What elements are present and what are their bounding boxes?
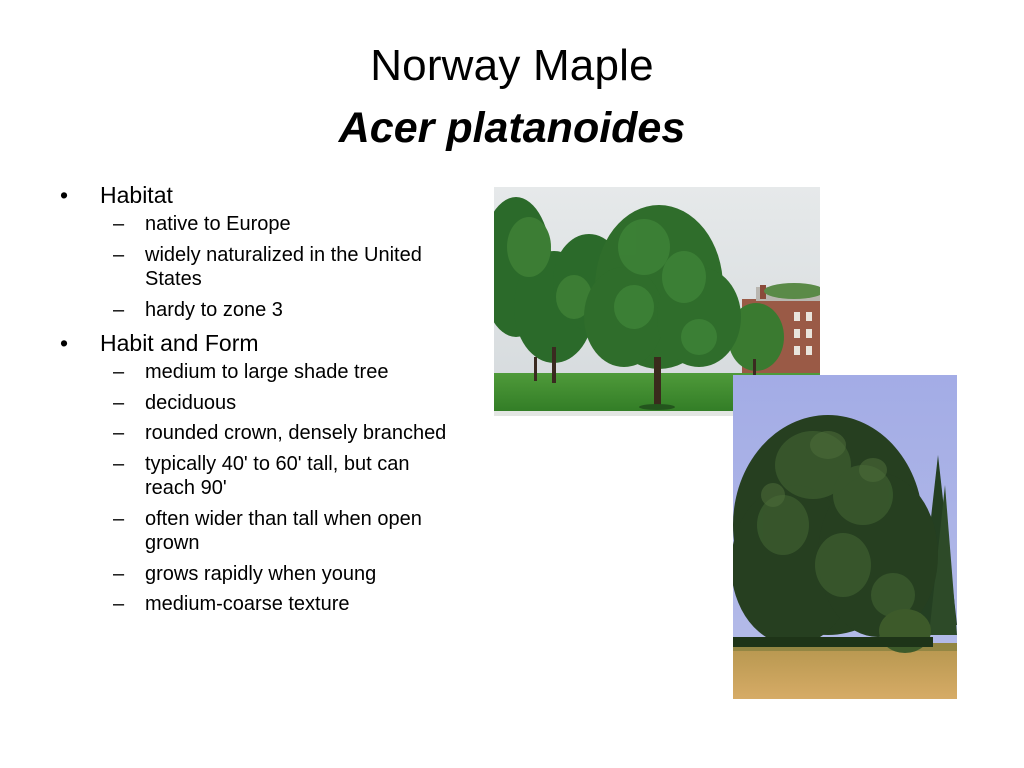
list-item: – hardy to zone 3 (113, 298, 283, 321)
dash-icon: – (113, 213, 125, 235)
dash-icon: – (113, 507, 125, 530)
section-heading: Habit and Form (100, 330, 259, 356)
dash-icon: – (113, 391, 125, 414)
list-item: – typically 40' to 60' tall, but can reach 90' (113, 452, 410, 499)
slide-subtitle-scientific-name: Acer platanoides (338, 104, 686, 152)
dash-icon: – (113, 593, 125, 615)
list-item: – medium to large shade tree (113, 361, 389, 383)
dash-icon: – (113, 452, 125, 475)
list-item: – often wider than tall when open grown (113, 507, 422, 554)
slide-title: Norway Maple (370, 41, 654, 90)
list-item: – deciduous (113, 391, 237, 414)
section-habit-and-form (56, 328, 456, 617)
bullet-icon: • (60, 330, 69, 356)
bullet-list (56, 180, 456, 617)
sub-list (100, 212, 456, 322)
dash-icon: – (113, 361, 125, 383)
section-habitat (56, 180, 456, 322)
bullet-content (56, 180, 456, 623)
list-item: – rounded crown, densely branched (113, 422, 447, 444)
dash-icon: – (113, 298, 125, 321)
photo-open-grown-tree (733, 375, 957, 699)
section-heading: Habitat (100, 182, 173, 208)
list-item: – medium-coarse texture (113, 593, 350, 615)
dash-icon: – (113, 422, 125, 444)
sub-list (100, 360, 456, 617)
dash-icon: – (113, 562, 125, 585)
open-grown-tree-image (733, 375, 957, 699)
dash-icon: – (113, 243, 125, 266)
list-item: – grows rapidly when young (113, 562, 377, 585)
list-item: – native to Europe (113, 213, 291, 235)
title-block (0, 38, 1024, 156)
list-item: – widely naturalized in the United States (113, 243, 422, 290)
bullet-icon: • (60, 182, 69, 208)
